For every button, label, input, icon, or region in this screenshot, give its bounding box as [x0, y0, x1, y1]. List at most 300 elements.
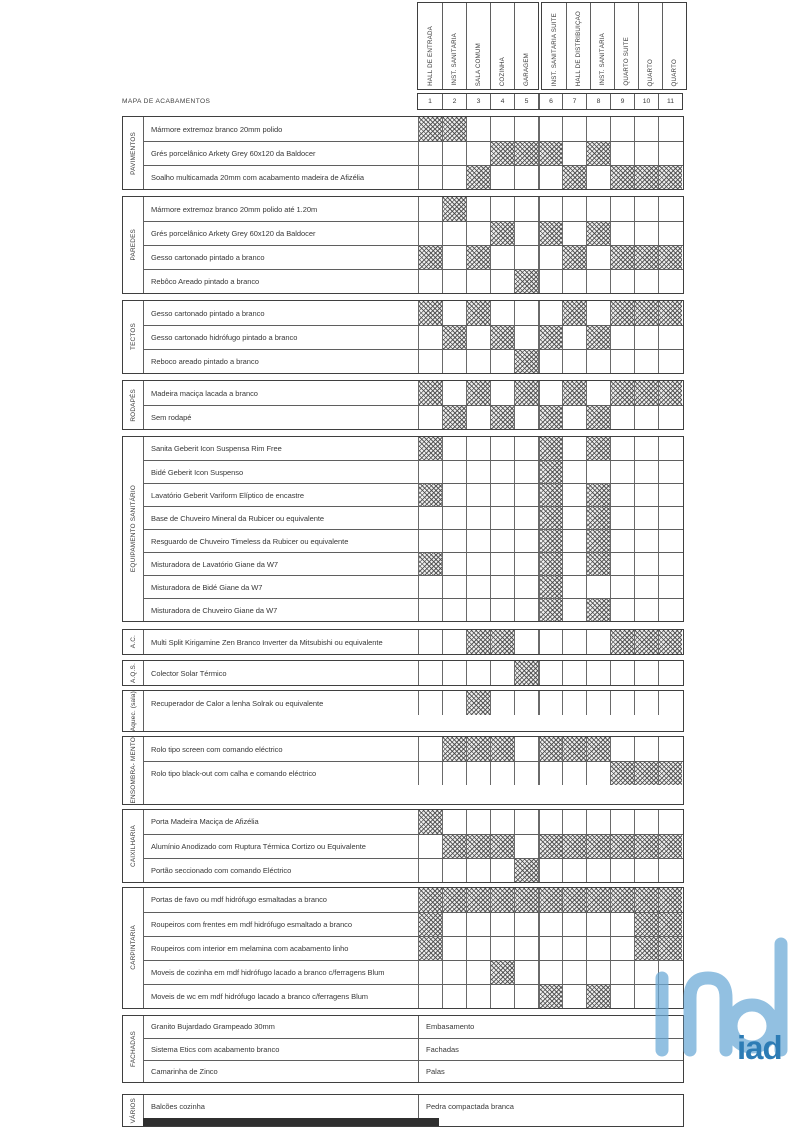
- matrix-cell-col4: [490, 762, 514, 785]
- matrix-cell-col2: [442, 661, 466, 685]
- finish-name: Gesso cartonado hidrófugo pintado a branco: [151, 333, 298, 342]
- matrix-cell-col10: [634, 737, 658, 761]
- matrix-cell-col2: [442, 888, 466, 912]
- finish-row: [144, 1060, 683, 1082]
- matrix-cell-col6: [538, 326, 562, 349]
- matrix-cell-col3: [466, 166, 490, 189]
- finishes-table: [122, 2, 684, 1127]
- page-title: MAPA DE ACABAMENTOS: [122, 98, 211, 105]
- matrix-cell-col6: [538, 461, 562, 483]
- matrix-cell-col2: [442, 270, 466, 293]
- matrix-cell-col1: [418, 461, 442, 483]
- matrix-cell-col4: [490, 461, 514, 483]
- matrix-cell-col3: [466, 461, 490, 483]
- finish-row: [144, 912, 683, 936]
- matrix-cell-col6: [538, 913, 562, 936]
- matrix-cell-col9: [610, 301, 634, 325]
- column-header-6: [542, 3, 566, 89]
- matrix-cell-col7: [562, 691, 586, 715]
- finish-name: Sem rodapé: [151, 413, 192, 422]
- matrix-cell-col1: [418, 859, 442, 882]
- matrix-cell-col1: [418, 166, 442, 189]
- matrix-cell-col9: [610, 762, 634, 785]
- matrix-cell-col10: [634, 117, 658, 141]
- matrix-cell-col7: [562, 985, 586, 1008]
- finish-name: Multi Split Kirigamine Zen Branco Inverter da Mitsubishi ou equivalente: [151, 637, 383, 647]
- finish-name: Soalho multicamada 20mm com acabamento madeira de Afizélia: [151, 173, 365, 182]
- matrix-cell-col1: [418, 484, 442, 506]
- finish-name: Portão seccionado com comando Eléctrico: [151, 865, 292, 875]
- matrix-cell-col1: [418, 661, 442, 685]
- column-group-1-5: [417, 2, 539, 90]
- matrix-cell-col5: [514, 484, 538, 506]
- matrix-cell-col3: [466, 301, 490, 325]
- matrix-cell-col5: [514, 197, 538, 221]
- matrix-cell-col1: [418, 530, 442, 552]
- matrix-cell-col6: [538, 142, 562, 165]
- matrix-cell-col3: [466, 117, 490, 141]
- matrix-cell-col2: [442, 437, 466, 460]
- matrix-cell-col5: [514, 691, 538, 715]
- matrix-cell-col8: [586, 553, 610, 575]
- matrix-cell-col10: [634, 530, 658, 552]
- section-equipamento-sanit-rio: [122, 436, 684, 622]
- matrix-cell-col2: [442, 937, 466, 960]
- matrix-cell-col2: [442, 576, 466, 598]
- matrix-cell-col5: [514, 599, 538, 621]
- matrix-cell-col8: [586, 661, 610, 685]
- matrix-cell-col11: [658, 301, 682, 325]
- matrix-cell-col8: [586, 599, 610, 621]
- finish-name: Rolo tipo black-out com calha e comando eléctrico: [151, 769, 317, 779]
- matrix-cell-col7: [562, 530, 586, 552]
- matrix-cell-col4: [490, 835, 514, 858]
- section-label-text: A.Q.S.: [129, 662, 137, 684]
- matrix-cell-col10: [634, 762, 658, 785]
- matrix-cell-col8: [586, 484, 610, 506]
- column-header-label: INST. SANITÁRIA SUITE: [550, 12, 558, 86]
- matrix-cell-col10: [634, 835, 658, 858]
- matrix-cell-col10: [634, 661, 658, 685]
- matrix-cell-col6: [538, 661, 562, 685]
- matrix-cell-col9: [610, 222, 634, 245]
- matrix-cell-col10: [634, 437, 658, 460]
- finish-row: [144, 221, 683, 245]
- section-label: [123, 301, 144, 373]
- matrix-cell-col7: [562, 810, 586, 834]
- matrix-cell-col4: [490, 576, 514, 598]
- finish-row: [144, 761, 683, 785]
- matrix-cell-col4: [490, 117, 514, 141]
- section-label-text: Aquec. (sala): [129, 691, 137, 732]
- matrix-cell-col2: [442, 381, 466, 405]
- finish-name: Balcões cozinha: [151, 1101, 205, 1111]
- matrix-cell-col9: [610, 630, 634, 654]
- finish-name: Recuperador de Calor a lenha Solrak ou equivalente: [151, 698, 324, 708]
- matrix-cell-col4: [490, 246, 514, 269]
- matrix-cell-col7: [562, 381, 586, 405]
- matrix-cell-col8: [586, 117, 610, 141]
- matrix-cell-col5: [514, 117, 538, 141]
- matrix-cell-col11: [658, 270, 682, 293]
- matrix-cell-col5: [514, 301, 538, 325]
- finish-name: Moveis de wc em mdf hidrófugo lacado a branco c/ferragens Blum: [151, 991, 369, 1001]
- column-header-label: INST. SANITÁRIA: [451, 33, 458, 86]
- matrix-cell-col9: [610, 246, 634, 269]
- column-header-8: [590, 3, 614, 89]
- section-label: [123, 888, 144, 1008]
- matrix-cell-col3: [466, 737, 490, 761]
- matrix-cell-col5: [514, 961, 538, 984]
- matrix-cell-col1: [418, 913, 442, 936]
- matrix-cell-col11: [658, 166, 682, 189]
- matrix-cell-col5: [514, 142, 538, 165]
- matrix-cell-col10: [634, 197, 658, 221]
- matrix-cell-col2: [442, 166, 466, 189]
- matrix-cell-col5: [514, 762, 538, 785]
- matrix-cell-col4: [490, 599, 514, 621]
- matrix-cell-col4: [490, 197, 514, 221]
- matrix-cell-col7: [562, 553, 586, 575]
- matrix-cell-col2: [442, 553, 466, 575]
- finish-name: Sanita Geberit Icon Suspensa Rim Free: [151, 444, 282, 453]
- section-label-text: ENSOMBRA- MENTO: [129, 737, 137, 804]
- matrix-cell-col4: [490, 350, 514, 373]
- matrix-cell-col3: [466, 222, 490, 245]
- column-number-10: 10: [634, 94, 658, 109]
- matrix-cell-col8: [586, 326, 610, 349]
- column-header-11: [662, 3, 686, 89]
- matrix-cell-col2: [442, 913, 466, 936]
- matrix-cell-col3: [466, 985, 490, 1008]
- section-v-rios: [122, 1094, 684, 1127]
- matrix-cell-col6: [538, 985, 562, 1008]
- matrix-cell-col1: [418, 301, 442, 325]
- matrix-cell-col4: [490, 530, 514, 552]
- matrix-cell-col2: [442, 326, 466, 349]
- matrix-cell-col4: [490, 553, 514, 575]
- column-header-9: [614, 3, 638, 89]
- matrix-cell-col1: [418, 810, 442, 834]
- finish-row: [144, 529, 683, 552]
- matrix-cell-col11: [658, 461, 682, 483]
- finish-name: Resguardo de Chuveiro Timeless da Rubicer ou equivalente: [151, 536, 349, 546]
- matrix-cell-col4: [490, 142, 514, 165]
- finish-row: [144, 349, 683, 373]
- matrix-cell-col3: [466, 961, 490, 984]
- matrix-cell-col3: [466, 197, 490, 221]
- matrix-cell-col4: [490, 437, 514, 460]
- finish-name: Camarinha de Zinco: [151, 1066, 218, 1076]
- section-label-text: VÁRIOS: [129, 1097, 137, 1123]
- matrix-cell-col9: [610, 913, 634, 936]
- finish-name: Moveis de cozinha em mdf hidrófugo lacado a branco c/ferragens Blum: [151, 967, 385, 977]
- matrix-cell-col1: [418, 985, 442, 1008]
- matrix-cell-col6: [538, 737, 562, 761]
- section-label: [123, 197, 144, 293]
- matrix-cell-col4: [490, 961, 514, 984]
- finish-name: Gesso cartonado pintado a branco: [151, 253, 265, 262]
- matrix-cell-col11: [658, 222, 682, 245]
- matrix-cell-col3: [466, 762, 490, 785]
- matrix-cell-col9: [610, 381, 634, 405]
- matrix-cell-col7: [562, 888, 586, 912]
- matrix-cell-col10: [634, 810, 658, 834]
- finish-name: Gesso cartonado pintado a branco: [151, 308, 265, 318]
- matrix-cell-col1: [418, 630, 442, 654]
- matrix-cell-col3: [466, 835, 490, 858]
- matrix-cell-col2: [442, 301, 466, 325]
- matrix-cell-col4: [490, 630, 514, 654]
- column-header-label: QUARTO: [671, 58, 678, 86]
- matrix-cell-col5: [514, 937, 538, 960]
- matrix-cell-col8: [586, 381, 610, 405]
- matrix-cell-col3: [466, 888, 490, 912]
- matrix-cell-col3: [466, 381, 490, 405]
- section-label-text: FACHADAS: [129, 1030, 137, 1067]
- matrix-cell-col1: [418, 117, 442, 141]
- column-header-label: GARAGEM: [523, 52, 530, 86]
- matrix-cell-col5: [514, 246, 538, 269]
- matrix-cell-col9: [610, 530, 634, 552]
- finish-row: [144, 325, 683, 349]
- matrix-cell-col1: [418, 888, 442, 912]
- matrix-cell-col9: [610, 437, 634, 460]
- column-number-4: 4: [490, 94, 514, 109]
- matrix-cell-col2: [442, 142, 466, 165]
- finish-value: Pedra compactada branca: [418, 1095, 682, 1118]
- finish-row: [144, 552, 683, 575]
- finish-row: [144, 165, 683, 189]
- finish-name: Madeira maciça lacada a branco: [151, 388, 258, 398]
- matrix-cell-col8: [586, 197, 610, 221]
- matrix-cell-col11: [658, 507, 682, 529]
- matrix-cell-col9: [610, 553, 634, 575]
- matrix-cell-col6: [538, 484, 562, 506]
- matrix-cell-col3: [466, 913, 490, 936]
- matrix-cell-col5: [514, 406, 538, 429]
- matrix-cell-col1: [418, 197, 442, 221]
- matrix-cell-col10: [634, 166, 658, 189]
- matrix-cell-col6: [538, 630, 562, 654]
- matrix-cell-col7: [562, 507, 586, 529]
- finish-value: Fachadas: [418, 1039, 682, 1060]
- matrix-cell-col7: [562, 461, 586, 483]
- matrix-cell-col2: [442, 961, 466, 984]
- matrix-cell-col4: [490, 810, 514, 834]
- section-pavimentos: [122, 116, 684, 190]
- matrix-cell-col8: [586, 142, 610, 165]
- matrix-cell-col1: [418, 599, 442, 621]
- finish-row: [144, 737, 683, 761]
- matrix-cell-col9: [610, 461, 634, 483]
- matrix-cell-col3: [466, 859, 490, 882]
- matrix-cell-col8: [586, 437, 610, 460]
- matrix-cell-col8: [586, 166, 610, 189]
- matrix-cell-col11: [658, 737, 682, 761]
- matrix-cell-col8: [586, 630, 610, 654]
- matrix-cell-col11: [658, 530, 682, 552]
- finish-value: Embasamento: [418, 1016, 682, 1038]
- matrix-cell-col10: [634, 888, 658, 912]
- matrix-cell-col6: [538, 691, 562, 715]
- matrix-cell-col1: [418, 437, 442, 460]
- matrix-cell-col10: [634, 406, 658, 429]
- matrix-cell-col5: [514, 553, 538, 575]
- section-label: [123, 117, 144, 189]
- matrix-cell-col6: [538, 117, 562, 141]
- finish-name: Misturadora de Bidé Giane da W7: [151, 582, 263, 592]
- matrix-cell-col11: [658, 350, 682, 373]
- section-rows: [144, 810, 683, 882]
- matrix-cell-col11: [658, 381, 682, 405]
- matrix-cell-col10: [634, 350, 658, 373]
- matrix-cell-col2: [442, 985, 466, 1008]
- section-label: [123, 737, 144, 803]
- matrix-cell-col3: [466, 661, 490, 685]
- column-header-label: HALL DE ENTRADA: [426, 26, 434, 86]
- iad-logo-text: iad: [737, 1029, 782, 1066]
- matrix-cell-col8: [586, 461, 610, 483]
- matrix-cell-col3: [466, 630, 490, 654]
- section-tectos: [122, 300, 684, 374]
- matrix-cell-col11: [658, 246, 682, 269]
- section-rows: [144, 1016, 683, 1082]
- matrix-cell-col11: [658, 810, 682, 834]
- matrix-cell-col2: [442, 117, 466, 141]
- matrix-cell-col9: [610, 350, 634, 373]
- finish-row: [144, 483, 683, 506]
- matrix-cell-col10: [634, 576, 658, 598]
- matrix-cell-col9: [610, 507, 634, 529]
- matrix-cell-col7: [562, 270, 586, 293]
- matrix-cell-col5: [514, 222, 538, 245]
- finish-name: Lavatório Geberit Variform Elíptico de encastre: [151, 490, 305, 500]
- matrix-cell-col3: [466, 406, 490, 429]
- matrix-cell-col1: [418, 326, 442, 349]
- matrix-cell-col2: [442, 246, 466, 269]
- finish-name: Roupeiros com frentes em mdf hidrófugo esmaltado a branco: [151, 919, 353, 929]
- matrix-cell-col6: [538, 197, 562, 221]
- column-header-7: [566, 3, 590, 89]
- finish-name: Roupeiros com interior em melamina com acabamento linho: [151, 943, 349, 953]
- column-number-7: 7: [562, 94, 586, 109]
- matrix-cell-col10: [634, 246, 658, 269]
- finish-row: [144, 936, 683, 960]
- column-header-2: [442, 3, 466, 89]
- column-header-4: [490, 3, 514, 89]
- matrix-cell-col8: [586, 810, 610, 834]
- finish-name: Granito Bujardado Grampeado 30mm: [151, 1022, 275, 1032]
- finish-name: Colector Solar Térmico: [151, 668, 227, 678]
- matrix-cell-col9: [610, 691, 634, 715]
- matrix-cell-col3: [466, 350, 490, 373]
- matrix-cell-col11: [658, 888, 682, 912]
- matrix-cell-col8: [586, 530, 610, 552]
- matrix-cell-col8: [586, 888, 610, 912]
- matrix-cell-col6: [538, 599, 562, 621]
- finish-name: Rebôco Areado pintado a branco: [151, 277, 260, 286]
- matrix-cell-col10: [634, 691, 658, 715]
- matrix-cell-col9: [610, 406, 634, 429]
- matrix-cell-col7: [562, 197, 586, 221]
- matrix-cell-col4: [490, 913, 514, 936]
- section-label: [123, 1095, 144, 1126]
- matrix-cell-col7: [562, 117, 586, 141]
- matrix-cell-col7: [562, 961, 586, 984]
- matrix-cell-col10: [634, 553, 658, 575]
- matrix-cell-col7: [562, 301, 586, 325]
- matrix-cell-col11: [658, 553, 682, 575]
- matrix-cell-col10: [634, 630, 658, 654]
- column-numbers: [417, 93, 683, 110]
- matrix-cell-col11: [658, 937, 682, 960]
- column-header-label: COZINHA: [499, 56, 506, 86]
- finish-row: [144, 1016, 683, 1038]
- finish-row: [144, 301, 683, 325]
- matrix-cell-col6: [538, 835, 562, 858]
- section-rows: [144, 1095, 683, 1126]
- matrix-cell-col6: [538, 888, 562, 912]
- matrix-cell-col4: [490, 507, 514, 529]
- matrix-cell-col7: [562, 835, 586, 858]
- matrix-cell-col11: [658, 142, 682, 165]
- matrix-cell-col10: [634, 270, 658, 293]
- section-label-text: CAIXILHARIA: [129, 824, 137, 867]
- matrix-cell-col11: [658, 630, 682, 654]
- finish-row: [144, 245, 683, 269]
- column-header-1: [418, 3, 442, 89]
- section-rows: [144, 691, 683, 731]
- matrix-cell-col11: [658, 762, 682, 785]
- matrix-cell-col6: [538, 270, 562, 293]
- column-number-row: [122, 93, 684, 110]
- finish-name: Misturadora de Lavatório Giane da W7: [151, 559, 279, 569]
- matrix-cell-col10: [634, 301, 658, 325]
- matrix-cell-col9: [610, 737, 634, 761]
- matrix-cell-col5: [514, 166, 538, 189]
- matrix-cell-col11: [658, 484, 682, 506]
- matrix-cell-col6: [538, 301, 562, 325]
- finish-row: [144, 437, 683, 460]
- section-rows: [144, 630, 683, 654]
- matrix-cell-col4: [490, 937, 514, 960]
- column-group-6-11: [541, 2, 687, 90]
- matrix-cell-col9: [610, 961, 634, 984]
- matrix-cell-col8: [586, 913, 610, 936]
- section-rows: [144, 661, 683, 685]
- matrix-cell-col11: [658, 197, 682, 221]
- matrix-cell-col9: [610, 576, 634, 598]
- matrix-cell-col6: [538, 530, 562, 552]
- section-rows: [144, 301, 683, 373]
- matrix-cell-col10: [634, 507, 658, 529]
- matrix-cell-col8: [586, 406, 610, 429]
- finish-row: [144, 888, 683, 912]
- matrix-cell-col3: [466, 810, 490, 834]
- matrix-cell-col9: [610, 142, 634, 165]
- matrix-cell-col2: [442, 691, 466, 715]
- clipped-next-row: [143, 1118, 439, 1126]
- matrix-cell-col6: [538, 166, 562, 189]
- matrix-cell-col11: [658, 437, 682, 460]
- matrix-cell-col6: [538, 246, 562, 269]
- matrix-cell-col2: [442, 835, 466, 858]
- matrix-cell-col5: [514, 888, 538, 912]
- finish-name: Mármore extremoz branco 20mm polido até 1.20m: [151, 204, 318, 214]
- matrix-cell-col6: [538, 859, 562, 882]
- column-number-8: 8: [586, 94, 610, 109]
